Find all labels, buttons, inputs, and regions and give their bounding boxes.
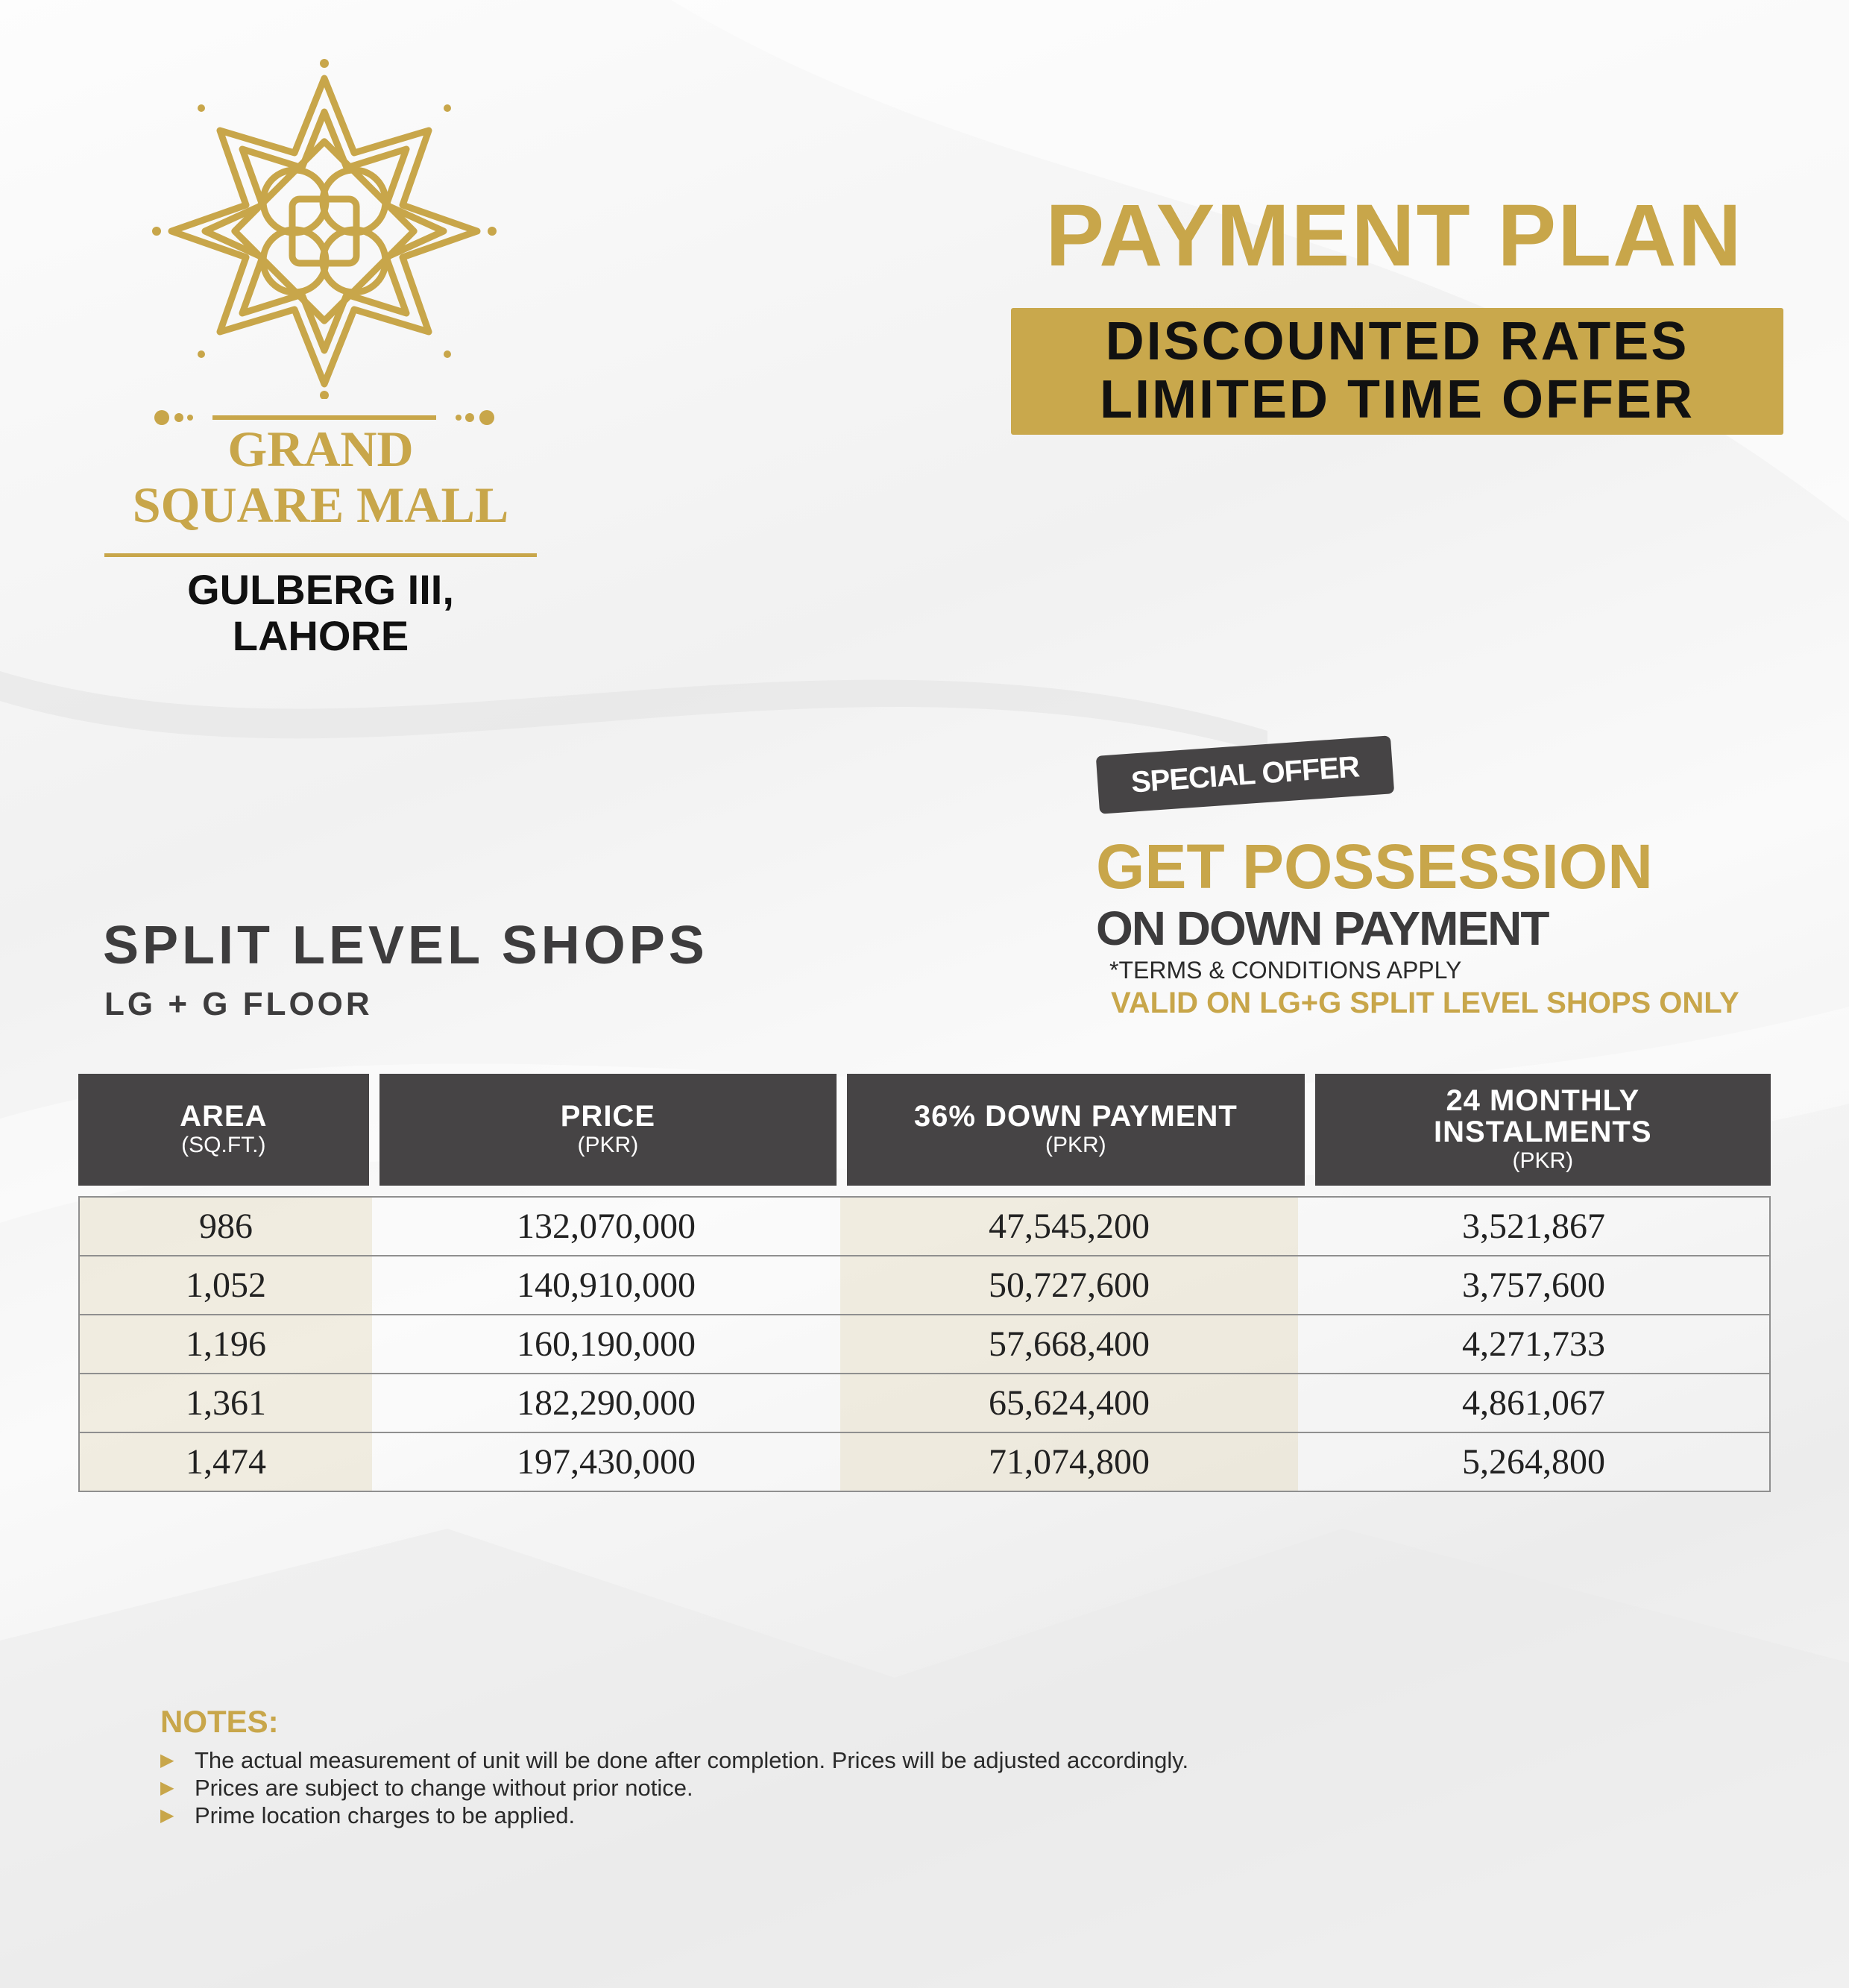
cell-price: 197,430,000 — [372, 1433, 840, 1491]
cell-price: 160,190,000 — [372, 1315, 840, 1373]
cell-down-payment: 47,545,200 — [840, 1198, 1298, 1255]
header-unit: (PKR) — [577, 1133, 639, 1157]
table-row — [80, 1373, 1769, 1432]
section-subtitle: LG + G FLOOR — [104, 986, 373, 1022]
cell-instalment: 4,861,067 — [1298, 1374, 1769, 1432]
cell-area: 986 — [80, 1198, 372, 1255]
cell-price: 182,290,000 — [372, 1374, 840, 1432]
header-label: 24 MONTHLY INSTALMENTS — [1434, 1084, 1652, 1148]
header-cell-down-payment — [847, 1074, 1304, 1186]
header-label: PRICE — [560, 1100, 655, 1133]
note-text: The actual measurement of unit will be done after completion. Prices will be adjusted accordingly. — [195, 1746, 1189, 1773]
offer-validity: VALID ON LG+G SPLIT LEVEL SHOPS ONLY — [1111, 987, 1739, 1019]
cell-area: 1,196 — [80, 1315, 372, 1373]
cell-instalment: 3,757,600 — [1298, 1256, 1769, 1314]
cell-area: 1,361 — [80, 1374, 372, 1432]
cell-price: 140,910,000 — [372, 1256, 840, 1314]
header-unit: (PKR) — [1512, 1148, 1574, 1173]
cell-area: 1,052 — [80, 1256, 372, 1314]
cell-area: 1,474 — [80, 1433, 372, 1491]
note-item — [160, 1802, 1428, 1829]
brand-name-line2: SQUARE MALL — [132, 476, 509, 533]
page-title: PAYMENT PLAN — [1045, 186, 1743, 285]
note-item — [160, 1774, 1428, 1802]
note-text: Prime location charges to be applied. — [195, 1802, 576, 1828]
header-cell-instalments — [1315, 1074, 1771, 1186]
payment-table — [78, 1074, 1771, 1492]
offer-terms: *TERMS & CONDITIONS APPLY — [1109, 957, 1462, 984]
note-item — [160, 1746, 1428, 1774]
header-label: 36% DOWN PAYMENT — [913, 1100, 1238, 1133]
table-row — [80, 1314, 1769, 1373]
discount-banner — [1011, 308, 1783, 435]
brand-name — [104, 421, 537, 533]
triangle-bullet-icon: ▶ — [160, 1778, 174, 1798]
table-body — [78, 1196, 1771, 1492]
note-text: Prices are subject to change without prior notice. — [195, 1774, 693, 1801]
triangle-bullet-icon: ▶ — [160, 1750, 174, 1770]
cell-down-payment: 65,624,400 — [840, 1374, 1298, 1432]
cell-down-payment: 50,727,600 — [840, 1256, 1298, 1314]
ornamental-star-logo-icon — [149, 56, 500, 399]
cell-price: 132,070,000 — [372, 1198, 840, 1255]
offer-headline: GET POSSESSION — [1096, 831, 1653, 902]
brand-location: GULBERG III, LAHORE — [187, 566, 454, 659]
special-offer-label: SPECIAL OFFER — [1130, 749, 1361, 799]
brand-underline — [104, 553, 537, 557]
brand-name-line1: GRAND — [227, 421, 414, 477]
section-title: SPLIT LEVEL SHOPS — [103, 916, 708, 975]
header-cell-price — [379, 1074, 837, 1186]
triangle-bullet-icon: ▶ — [160, 1805, 174, 1825]
offer-subheadline: ON DOWN PAYMENT — [1096, 902, 1549, 955]
cell-down-payment: 71,074,800 — [840, 1433, 1298, 1491]
table-row — [80, 1198, 1769, 1255]
cell-down-payment: 57,668,400 — [840, 1315, 1298, 1373]
table-row — [80, 1432, 1769, 1491]
discount-banner-line2: LIMITED TIME OFFER — [1100, 370, 1695, 430]
cell-instalment: 5,264,800 — [1298, 1433, 1769, 1491]
header-unit: (SQ.FT.) — [181, 1133, 266, 1157]
table-row — [80, 1255, 1769, 1314]
notes-list — [160, 1746, 1428, 1829]
header-cell-area — [78, 1074, 369, 1186]
notes-title: NOTES: — [160, 1704, 279, 1739]
table-header — [78, 1074, 1771, 1186]
header-label: AREA — [180, 1100, 268, 1133]
discount-banner-line1: DISCOUNTED RATES — [1105, 312, 1689, 372]
cell-instalment: 3,521,867 — [1298, 1198, 1769, 1255]
cell-instalment: 4,271,733 — [1298, 1315, 1769, 1373]
header-unit: (PKR) — [1045, 1133, 1106, 1157]
